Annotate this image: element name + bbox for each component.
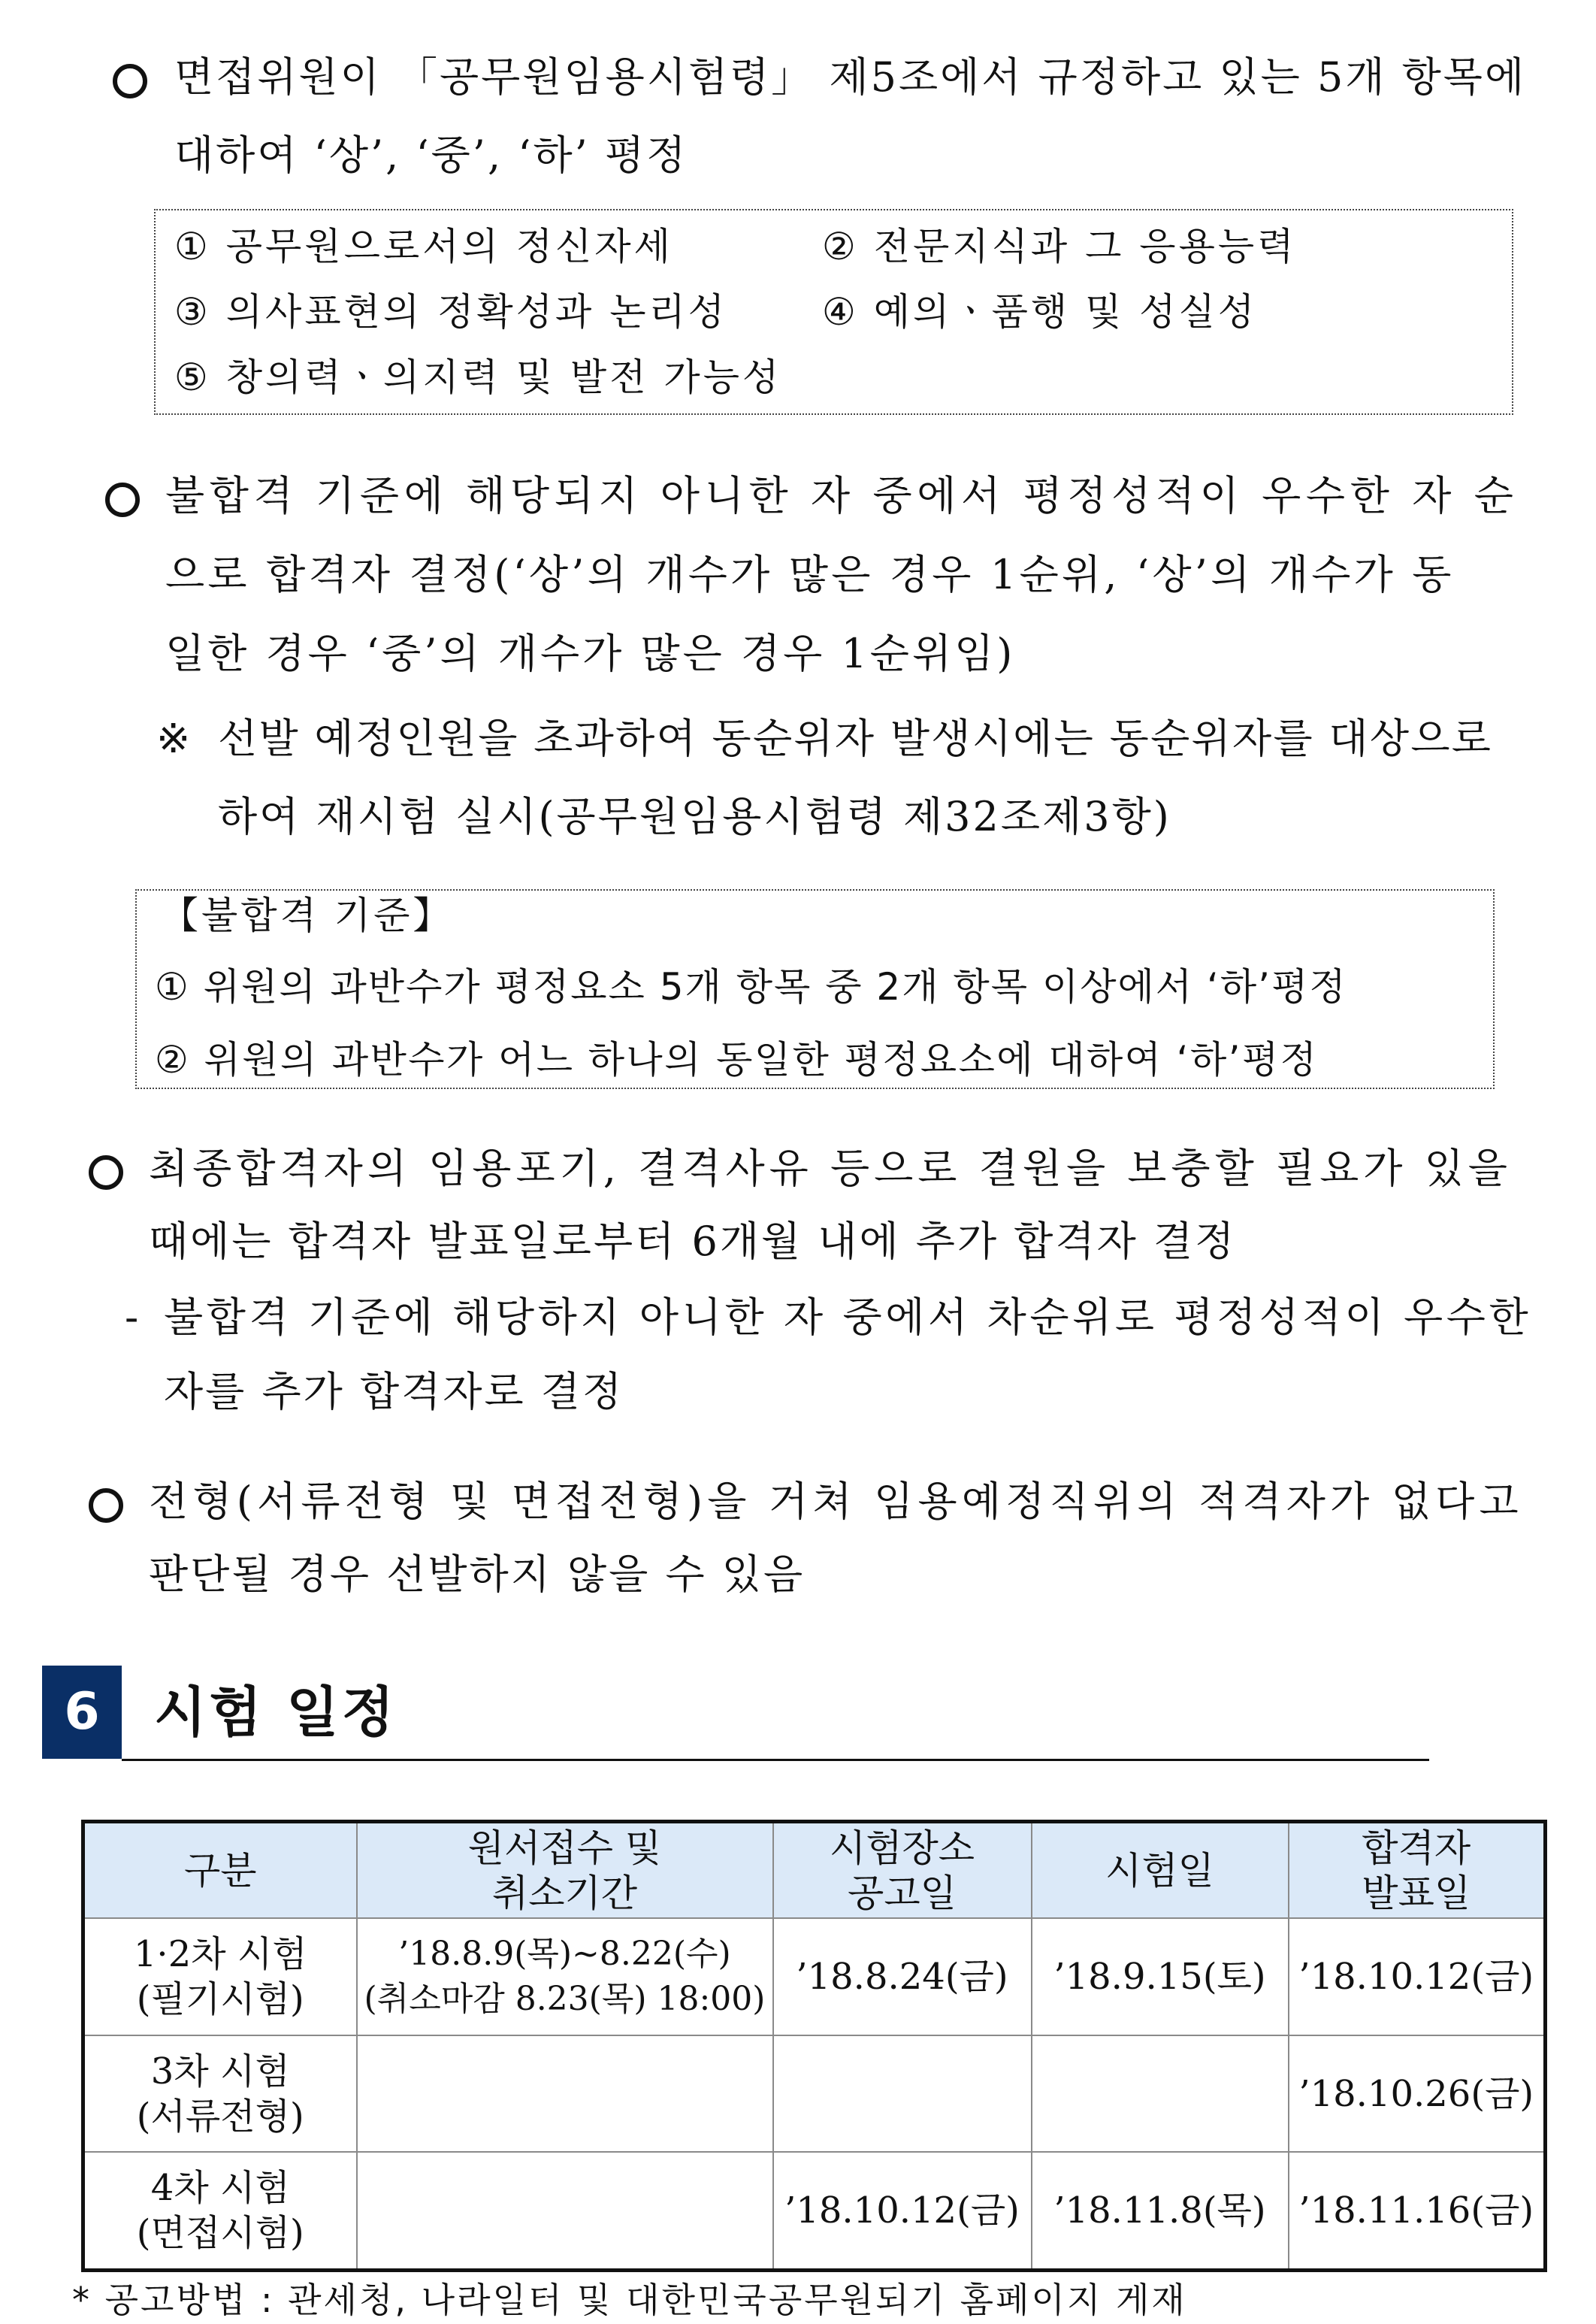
table-cell: ’18.9.15(토) — [1032, 1918, 1289, 2035]
header-exam-date: 시험일 — [1032, 1822, 1289, 1919]
section-title: 시험 일정 — [154, 1681, 397, 1744]
bullet-circle — [105, 483, 140, 517]
table-header-row — [83, 1822, 1546, 1919]
paragraph-line: 으로 합격자 결정(‘상’의 개수가 많은 경우 1순위, ‘상’의 개수가 동 — [165, 551, 1455, 598]
criteria-item: ④ 예의ㆍ품행 및 성실성 — [822, 290, 1258, 334]
paragraph-line: 때에는 합격자 발표일로부터 6개월 내에 추가 합격자 결정 — [149, 1218, 1237, 1265]
table-cell: ’18.11.16(금) — [1289, 2152, 1546, 2270]
table-cell: ’18.10.12(금) — [773, 2152, 1032, 2270]
paragraph-line: 면접위원이 「공무원임용시험령」 제5조에서 규정하고 있는 5개 항목에 — [174, 53, 1527, 101]
table-cell: 4차 시험 (면접시험) — [83, 2152, 357, 2270]
fail-box-title: 【불합격 기준】 — [161, 894, 454, 937]
note-mark: ※ — [156, 715, 191, 762]
bullet-circle — [89, 1155, 123, 1190]
note-line: 선발 예정인원을 초과하여 동순위자 발생시에는 동순위자를 대상으로 — [218, 715, 1493, 762]
criteria-item: ③ 의사표현의 정확성과 논리성 — [174, 290, 728, 334]
criteria-item: ② 전문지식과 그 응용능력 — [822, 225, 1297, 268]
table-row — [83, 2152, 1546, 2270]
table-cell: ’18.11.8(목) — [1032, 2152, 1289, 2270]
table-cell — [357, 2035, 773, 2153]
criteria-item: ① 공무원으로서의 정신자세 — [174, 225, 673, 268]
bullet-circle — [113, 64, 147, 98]
sub-line: 자를 추가 합격자로 결정 — [164, 1368, 624, 1415]
dash-mark: - — [125, 1294, 139, 1341]
header-application-period: 원서접수 및 취소기간 — [357, 1822, 773, 1919]
paragraph-line: 대하여 ‘상’, ‘중’, ‘하’ 평정 — [174, 132, 688, 179]
paragraph-line: 일한 경우 ‘중’의 개수가 많은 경우 1순위임) — [165, 630, 1016, 677]
header-announcement-date: 합격자 발표일 — [1289, 1822, 1546, 1919]
paragraph-line: 전형(서류전형 및 면접전형)을 거쳐 임용예정직위의 적격자가 없다고 — [149, 1478, 1523, 1525]
section-number: 6 — [42, 1666, 122, 1759]
table-cell: 3차 시험 (서류전형) — [83, 2035, 357, 2153]
criteria-item: ⑤ 창의력ㆍ의지력 및 발전 가능성 — [174, 356, 782, 399]
fail-criteria-item: ② 위원의 과반수가 어느 하나의 동일한 평정요소에 대하여 ‘하’평정 — [155, 1038, 1319, 1082]
paragraph-line: 불합격 기준에 해당되지 아니한 자 중에서 평정성적이 우수한 자 순 — [165, 472, 1519, 519]
bullet-circle — [89, 1488, 123, 1523]
paragraph-line: 판단될 경우 선발하지 않을 수 있음 — [149, 1551, 806, 1598]
header-category: 구분 — [83, 1822, 357, 1919]
table-cell: ’18.10.12(금) — [1289, 1918, 1546, 2035]
fail-criteria-item: ① 위원의 과반수가 평정요소 5개 항목 중 2개 항목 이상에서 ‘하’평정 — [155, 965, 1347, 1009]
table-cell: ’18.8.24(금) — [773, 1918, 1032, 2035]
table-cell: ’18.10.26(금) — [1289, 2035, 1546, 2153]
table-cell — [773, 2035, 1032, 2153]
table-cell: ’18.8.9(목)∼8.22(수) (취소마감 8.23(목) 18:00) — [357, 1918, 773, 2035]
table-row — [83, 1918, 1546, 2035]
section-underline — [122, 1759, 1429, 1761]
table-row — [83, 2035, 1546, 2153]
footnote: * 공고방법 : 관세청, 나라일터 및 대한민국공무원되기 홈페이지 게재 — [72, 2280, 1187, 2320]
paragraph-line: 최종합격자의 임용포기, 결격사유 등으로 결원을 보충할 필요가 있을 — [149, 1145, 1512, 1192]
header-venue-notice-date: 시험장소 공고일 — [773, 1822, 1032, 1919]
table-cell: 1·2차 시험 (필기시험) — [83, 1918, 357, 2035]
note-line: 하여 재시험 실시(공무원임용시험령 제32조제3항) — [218, 793, 1171, 840]
table-cell — [357, 2152, 773, 2270]
schedule-table — [81, 1820, 1547, 2272]
table-cell — [1032, 2035, 1289, 2153]
sub-line: 불합격 기준에 해당하지 아니한 자 중에서 차순위로 평정성적이 우수한 — [164, 1294, 1532, 1341]
